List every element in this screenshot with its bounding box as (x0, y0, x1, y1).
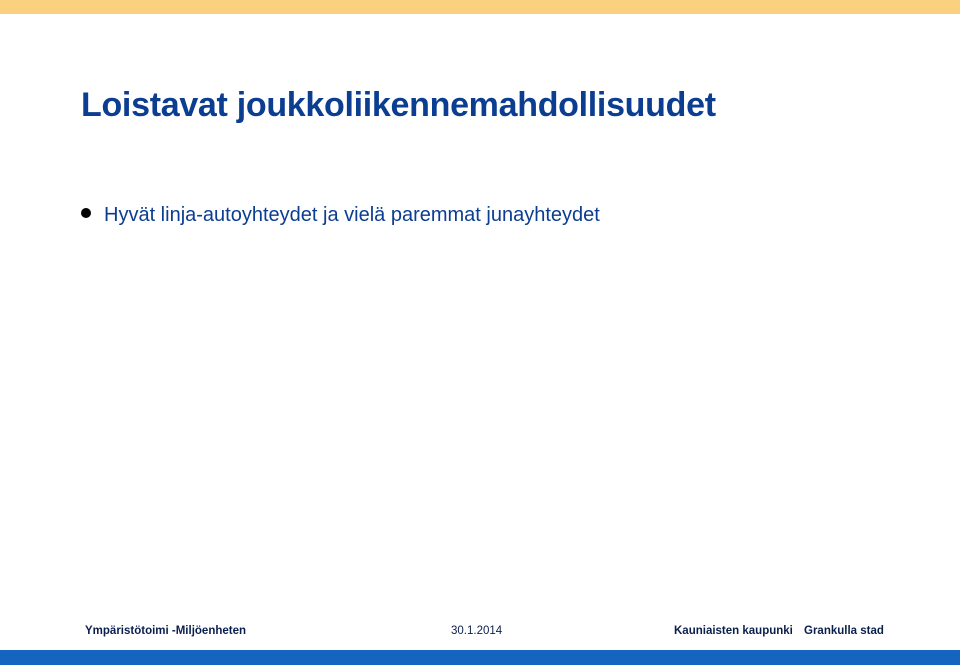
bullet-list (81, 200, 600, 230)
bullet-dot-icon (81, 208, 91, 218)
footer-date: 30.1.2014 (451, 625, 503, 637)
footer-department: Ympäristötoimi -Miljöenheten (85, 625, 247, 637)
bullet-item (81, 200, 600, 230)
bullet-text: Hyvät linja-autoyhteydet ja vielä paremmat junayhteydet (104, 204, 600, 226)
top-accent-band (0, 0, 960, 14)
bottom-accent-band (0, 650, 960, 665)
slide-title: Loistavat joukkoliikennemahdollisuudet (81, 86, 716, 124)
footer-city-finnish: Kauniaisten kaupunki (674, 625, 793, 637)
footer-city-swedish: Grankulla stad (804, 625, 884, 637)
